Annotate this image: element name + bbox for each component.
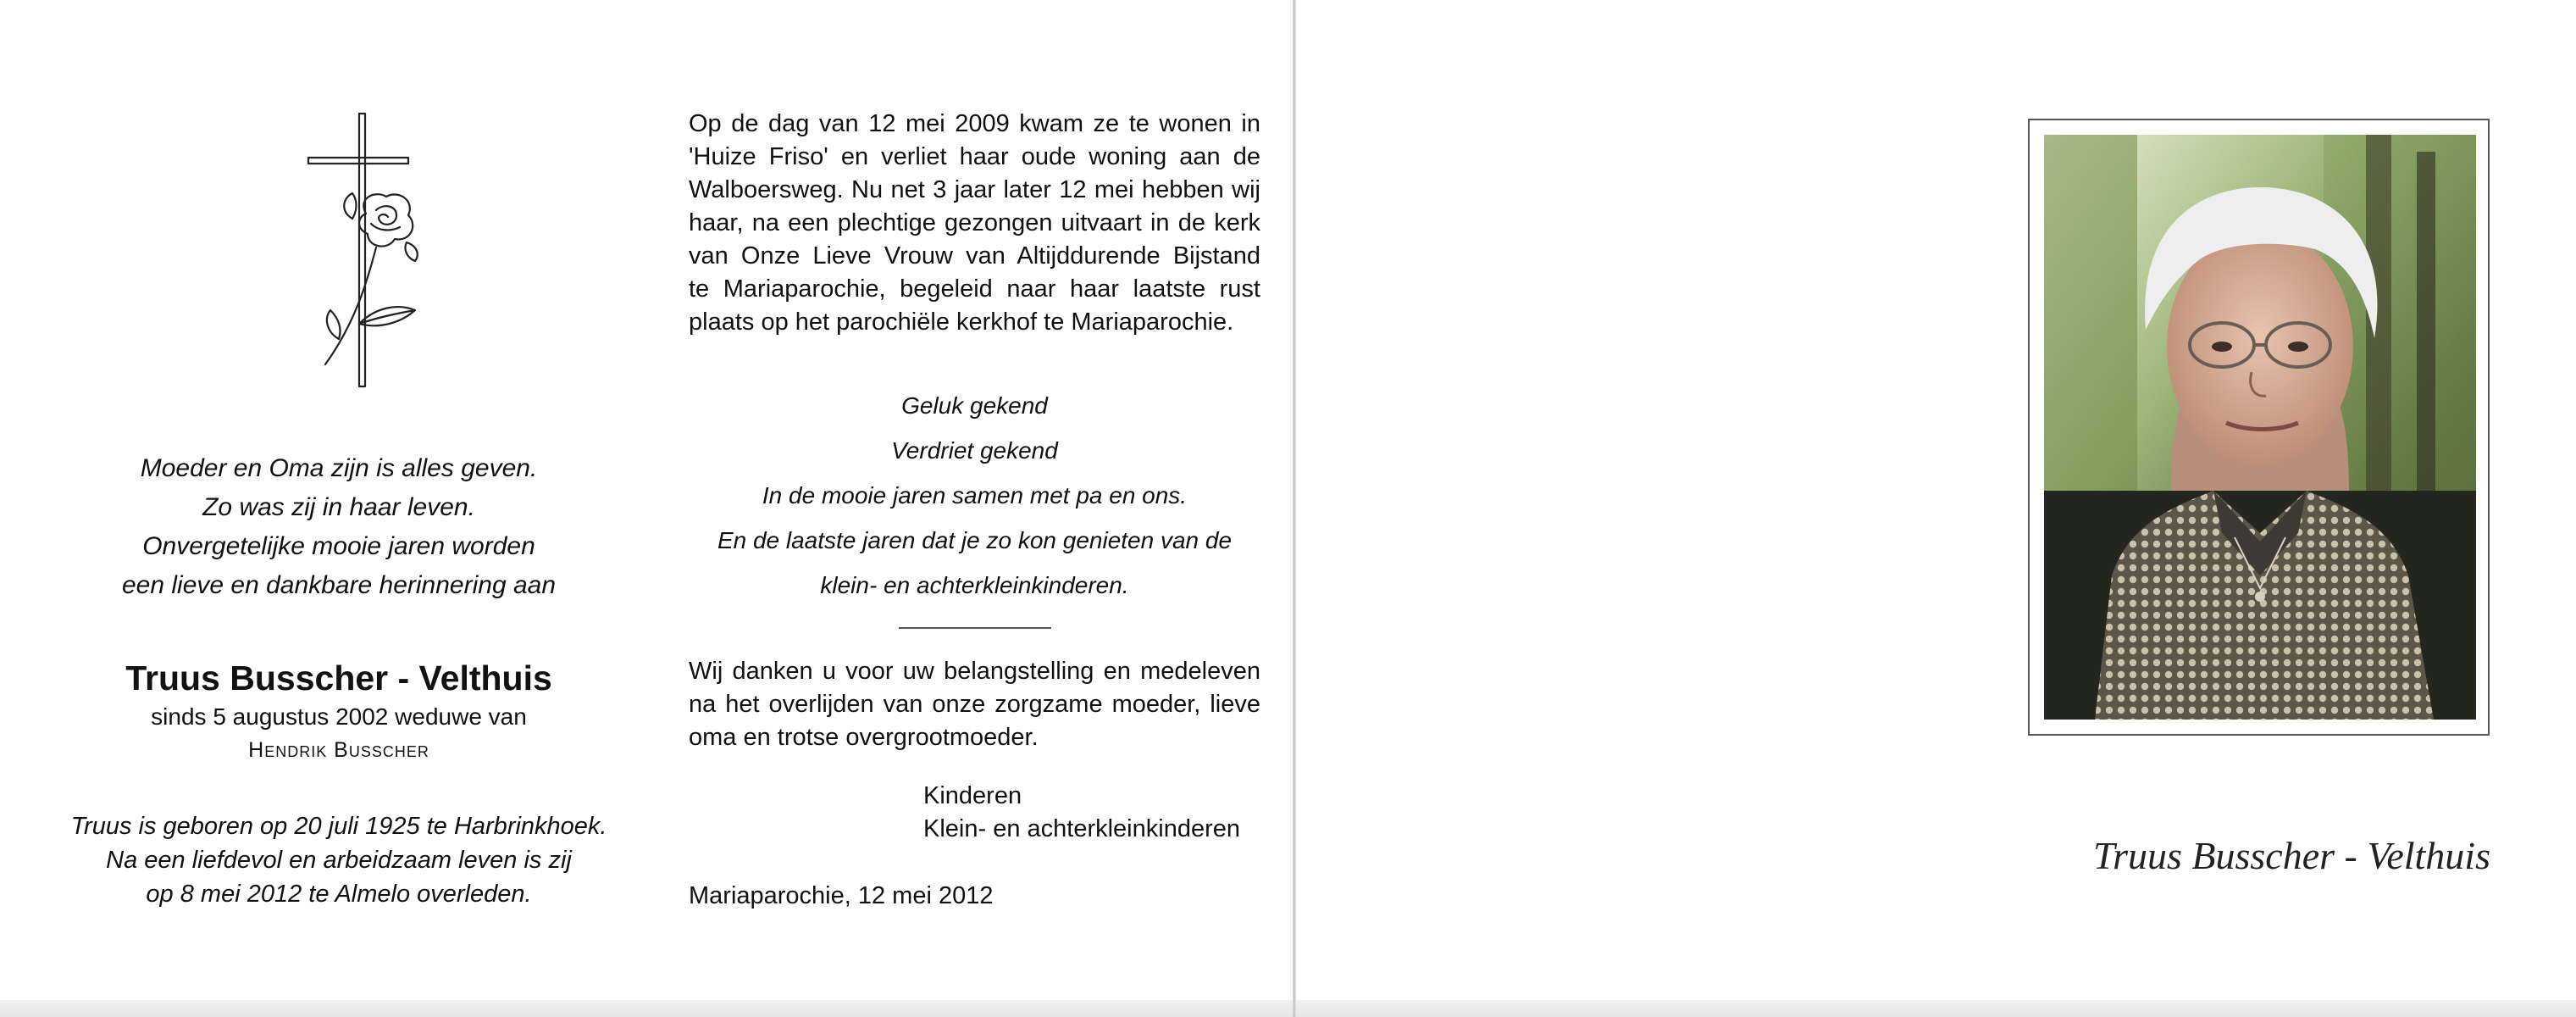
husband-name: Hendrik Busscher: [248, 738, 429, 762]
portrait-photo: [2044, 135, 2476, 720]
cover-name: Truus Busscher - Velthuis: [2093, 834, 2490, 877]
memorial-verse: [34, 449, 644, 605]
cross-with-rose-icon: [305, 110, 424, 390]
paragraph-line: Op de dag van 12 mei 2009 kwam ze te wonen in: [689, 110, 1260, 137]
bio-line: Na een liefdevol en arbeidzaam leven is zij: [106, 847, 572, 874]
paragraph-line: haar, na een plechtige gezongen uitvaart in de kerk: [689, 209, 1260, 236]
closing-verse: [689, 383, 1260, 608]
verse-line: In de mooie jaren samen met pa en ons.: [762, 482, 1188, 508]
family-signoff: [923, 780, 1240, 846]
thanks-paragraph: [689, 655, 1260, 754]
verse-line: klein- en achterkleinkinderen.: [820, 572, 1129, 598]
widow-line: sinds 5 augustus 2002 weduwe van: [151, 703, 527, 730]
verse-line: Verdriet gekend: [891, 437, 1058, 464]
portrait-illustration: [2044, 135, 2476, 720]
life-paragraph: [689, 108, 1260, 339]
card-bottom-edge: [0, 1000, 2576, 1017]
verse-line: Zo was zij in haar leven.: [202, 493, 475, 521]
signoff-line: Kinderen: [923, 782, 1022, 809]
biography: [34, 809, 644, 911]
signoff-line: Klein- en achterkleinkinderen: [923, 815, 1240, 842]
place-date: Mariaparochie, 12 mei 2012: [689, 882, 994, 909]
card-fold-line: [1293, 0, 1296, 1017]
paragraph-line: oma en trotse overgrootmoeder.: [689, 724, 1039, 751]
paragraph-line: te Mariaparochie, begeleid naar haar laatste rust: [689, 275, 1260, 303]
divider: [899, 627, 1051, 629]
verse-line: Moeder en Oma zijn is alles geven.: [140, 454, 538, 482]
paragraph-line: van Onze Lieve Vrouw van Altijddurende Bijstand: [689, 242, 1260, 270]
bio-line: Truus is geboren op 20 juli 1925 te Harbrinkhoek.: [70, 813, 607, 840]
verse-line: En de laatste jaren dat je zo kon genieten van de: [717, 527, 1233, 553]
verse-line: Geluk gekend: [901, 392, 1048, 419]
paragraph-line: Walboersweg. Nu net 3 jaar later 12 mei hebben wij: [689, 176, 1260, 203]
verse-line: een lieve en dankbare herinnering aan: [121, 571, 557, 599]
verse-line: Onvergetelijke mooie jaren worden: [142, 532, 535, 560]
portrait-frame: [2028, 119, 2490, 736]
paragraph-line: plaats op het parochiële kerkhof te Mariaparochie.: [689, 308, 1234, 336]
paragraph-line: na het overlijden van onze zorgzame moeder, lieve: [689, 691, 1260, 718]
bio-line: op 8 mei 2012 te Almelo overleden.: [146, 881, 532, 908]
paragraph-line: 'Huize Friso' en verliet haar oude woning aan de: [689, 143, 1260, 170]
deceased-name: Truus Busscher - Velthuis: [125, 659, 552, 697]
paragraph-line: Wij danken u voor uw belangstelling en medeleven: [689, 658, 1260, 685]
